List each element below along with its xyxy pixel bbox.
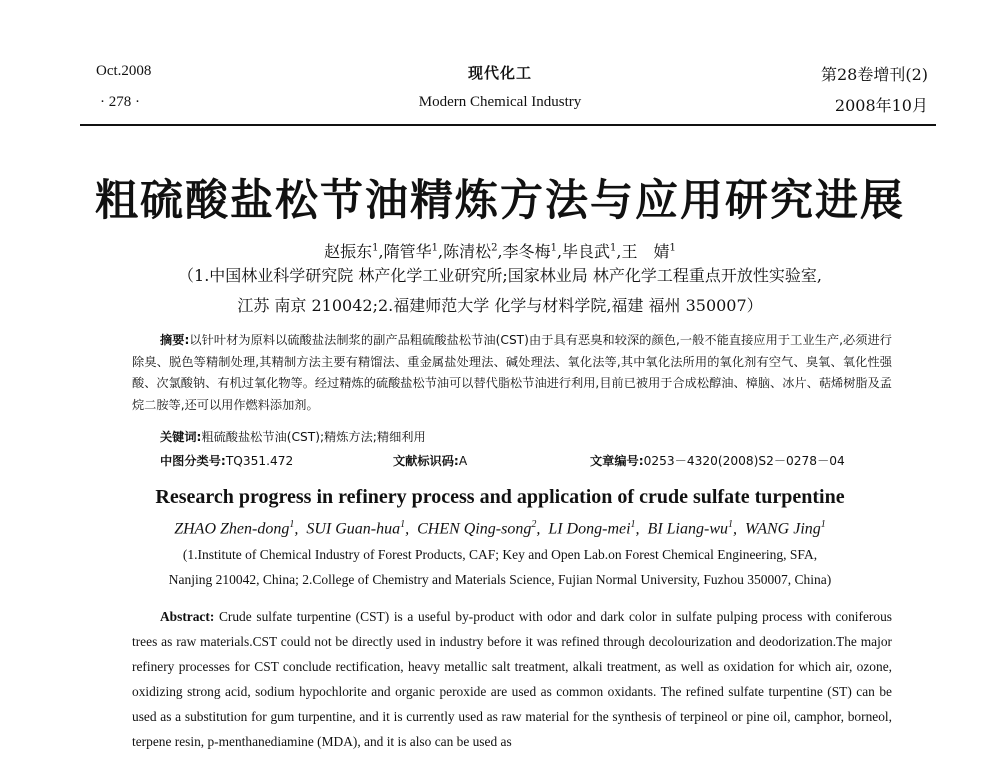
header-date: Oct.2008 (96, 63, 152, 79)
cn-author-list: 赵振东$^1$,隋管华$^1$,陈清松$^2$,李冬梅$^1$,毕良武$^1$,王 婧$^1$ (324, 242, 676, 261)
header-issue-date: 2008年10月 (834, 96, 928, 115)
en-author: ZHAO Zhen-dong (174, 520, 290, 538)
cn-author: 王 婧 (621, 242, 670, 261)
cn-author: 隋管华 (383, 242, 432, 261)
cn-author: 毕良武 (562, 242, 611, 261)
cn-doc-code-label: 文献标识码: (393, 454, 459, 468)
cn-author: 李冬梅 (502, 242, 551, 261)
cn-abstract-label: 摘要: (160, 333, 190, 347)
en-author-list: ZHAO Zhen-dong$^1$, SUI Guan-hua$^1$, CHEN Qing-song$^2$, LI Dong-mei$^1$, BI Liang-$wu^1$, WANG Jing$^1$ (174, 519, 826, 538)
en-affiliation-line1: (1.Institute of Chemical Industry of Forest Products, CAF; Key and Open Lab.on Forest Chemical Engineering, SFA, (182, 547, 818, 562)
cn-doc-code (393, 452, 467, 469)
header-page-number: · 278 · (100, 94, 140, 110)
header-journal-cn: 现代化工 (467, 64, 532, 82)
cn-affiliation-line1: （1.中国林业科学研究院 林产化学工业研究所;国家林业局 林产化学工程重点开放性实验室, (178, 266, 822, 285)
en-author: BI Liang-wu (647, 520, 728, 538)
cn-article-no-value: 0253－4320(2008)S2－0278－04 (643, 454, 845, 468)
cn-author: 赵振东 (324, 242, 373, 261)
cn-abstract (132, 330, 892, 416)
cn-author-mark: 1 (431, 242, 438, 254)
cn-doc-code-value: A (458, 454, 468, 468)
cn-abstract-text: 以针叶材为原料以硫酸盐法制浆的副产品粗硫酸盐松节油(CST)由于具有恶臭和较深的颜色,一般不能直接应用于工业生产,必须进行除臭、脱色等精制处理,其精制方法主要有精馏法、重金属盐处理法、碱处理法、氧化法等,其中氧化法所用的氧化剂有空气、臭氧、氧化性强酸、次氯酸钠、有机过氧化物等。经过精炼的硫酸盐松节油可以替代脂松节油进行利用,目前已被用于合成松醇油、樟脑、冰片、萜烯树脂及孟烷二胺等,还可以用作燃料添加剂。 (132, 333, 892, 412)
cn-affiliation-line2: 江苏 南京 210042;2.福建师范大学 化学与材料学院,福建 福州 350007） (237, 296, 763, 315)
en-author-mark: 1 (400, 519, 406, 530)
en-author-mark: 1 (820, 519, 826, 530)
cn-keywords-text: 粗硫酸盐松节油(CST);精炼方法;精细利用 (201, 430, 426, 444)
cn-author-mark: 1 (610, 242, 617, 254)
cn-keywords (160, 428, 426, 445)
header-journal-en: Modern Chemical Industry (418, 94, 582, 110)
en-author-mark: 1 (630, 519, 636, 530)
en-author-mark: 2 (531, 519, 537, 530)
en-author: LI Dong-mei (548, 520, 631, 538)
cn-author-mark: 1 (372, 242, 379, 254)
en-author-mark: 1 (728, 519, 733, 530)
header-rule (80, 124, 936, 126)
en-abstract (132, 604, 892, 754)
en-author-mark: 1 (289, 519, 295, 530)
cn-article-no-label: 文章编号: (590, 454, 644, 468)
cn-keywords-label: 关键词: (160, 430, 202, 444)
cn-title: 粗硫酸盐松节油精炼方法与应用研究进展 (95, 176, 905, 226)
en-title: Research progress in refinery process and application of crude sulfate turpentine (155, 486, 845, 508)
en-abstract-text: Crude sulfate turpentine (CST) is a useful by-product with odor and dark color in sulfate pulping process with coniferous trees as raw materials.CST could not be directly used in industry before it was refined through decolourization and deodorization.The major refinery processes for CST conclude rectification, heavy metallic salt treatment, alkali treatment, as well as oxidation for which air, ozone, oxidizing strong acid, sodium hypochlorite and organic peroxide are used as common oxidants. The refined sulfate turpentine (ST) can be used as a substitution for gum turpentine, and it is currently used as raw material for the synthesis of terpineol or pine oil, camphor, borneol, terpene resin, p-menthanediamine (MDA), and it is also can be used as (132, 609, 892, 749)
en-affiliation-line2: Nanjing 210042, China; 2.College of Chemistry and Materials Science, Fujian Normal University, Fuzhou 350007, China) (168, 572, 832, 587)
cn-clc (160, 452, 293, 469)
cn-author: 陈清松 (443, 242, 492, 261)
header-volume: 第28卷增刊(2) (820, 65, 928, 84)
en-author: WANG Jing (745, 520, 821, 538)
en-abstract-label: Abstract: (160, 609, 215, 624)
en-author: CHEN Qing-song (417, 520, 532, 538)
cn-article-no (590, 452, 845, 469)
cn-author-mark: 2 (491, 242, 498, 254)
en-author: SUI Guan-hua (306, 520, 401, 538)
cn-clc-label: 中图分类号: (160, 454, 226, 468)
cn-author-mark: 1 (669, 242, 676, 254)
cn-clc-value: TQ351.472 (225, 454, 294, 468)
cn-author-mark: 1 (550, 242, 557, 254)
